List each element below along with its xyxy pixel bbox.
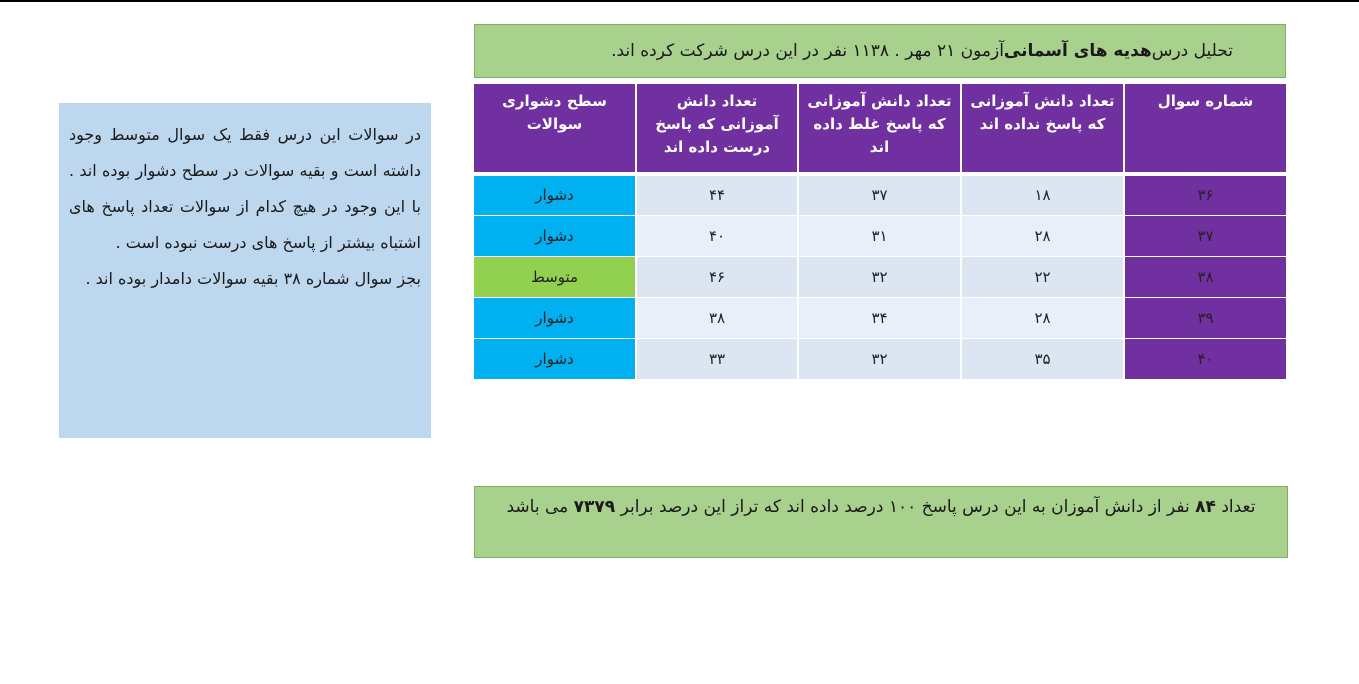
top-rule [0, 0, 1359, 2]
cell-correct: ۴۶ [636, 256, 798, 297]
cell-difficulty: دشوار [474, 297, 636, 338]
cell-question-number: ۴۰ [1124, 338, 1286, 379]
footer-suffix: می باشد [506, 497, 574, 517]
footer-middle: نفر از دانش آموزان به این درس پاسخ ۱۰۰ درصد داده اند که تراز این درصد برابر [615, 497, 1196, 517]
title-suffix: آزمون ۲۱ مهر . ۱۱۳۸ نفر در این درس شرکت کرده اند. [611, 41, 1004, 61]
cell-question-number: ۳۷ [1124, 215, 1286, 256]
cell-unanswered: ۳۵ [961, 338, 1124, 379]
cell-difficulty: دشوار [474, 338, 636, 379]
cell-difficulty: دشوار [474, 174, 636, 215]
header-unanswered: تعداد دانش آموزانی که پاسخ نداده اند [961, 84, 1124, 174]
cell-difficulty: متوسط [474, 256, 636, 297]
cell-wrong: ۳۴ [798, 297, 961, 338]
cell-correct: ۴۰ [636, 215, 798, 256]
header-difficulty: سطح دشواری سوالات [474, 84, 636, 174]
footer-score: ۷۳۷۹ [573, 497, 616, 517]
title-lesson-name: هدیه های آسمانی [1003, 41, 1152, 61]
question-analysis-table [474, 84, 1286, 380]
cell-unanswered: ۲۲ [961, 256, 1124, 297]
cell-wrong: ۳۷ [798, 174, 961, 215]
cell-question-number: ۳۸ [1124, 256, 1286, 297]
footer-prefix: تعداد [1215, 497, 1256, 517]
lesson-title-box [474, 24, 1286, 78]
note-paragraph-1: در سوالات این درس فقط یک سوال متوسط وجود داشته است و بقیه سوالات در سطح دشوار بوده اند . با این وجود در هیچ کدام از سوالات تعداد پاسخ های اشتباه بیشتر از پاسخ های درست نبوده است . [69, 125, 421, 252]
cell-wrong: ۳۱ [798, 215, 961, 256]
cell-unanswered: ۲۸ [961, 297, 1124, 338]
cell-unanswered: ۲۸ [961, 215, 1124, 256]
cell-correct: ۳۳ [636, 338, 798, 379]
cell-wrong: ۳۲ [798, 256, 961, 297]
cell-correct: ۳۸ [636, 297, 798, 338]
header-wrong: تعداد دانش آموزانی که پاسخ غلط داده اند [798, 84, 961, 174]
cell-difficulty: دشوار [474, 215, 636, 256]
table-row [474, 174, 1286, 215]
header-correct: تعداد دانش آموزانی که پاسخ درست داده اند [636, 84, 798, 174]
table-row [474, 338, 1286, 379]
table-header-row [474, 84, 1286, 174]
header-question-number: شماره سوال [1124, 84, 1286, 174]
table-row [474, 297, 1286, 338]
cell-correct: ۴۴ [636, 174, 798, 215]
cell-unanswered: ۱۸ [961, 174, 1124, 215]
analysis-note-box [59, 103, 431, 438]
title-prefix: تحلیل درس [1151, 41, 1233, 61]
perfect-score-summary-box [474, 486, 1288, 558]
table-row [474, 215, 1286, 256]
cell-question-number: ۳۹ [1124, 297, 1286, 338]
table-row [474, 256, 1286, 297]
cell-question-number: ۳۶ [1124, 174, 1286, 215]
note-paragraph-2: بجز سوال شماره ۳۸ بقیه سوالات دامدار بوده اند . [85, 269, 421, 288]
footer-count: ۸۴ [1195, 497, 1216, 517]
cell-wrong: ۳۲ [798, 338, 961, 379]
